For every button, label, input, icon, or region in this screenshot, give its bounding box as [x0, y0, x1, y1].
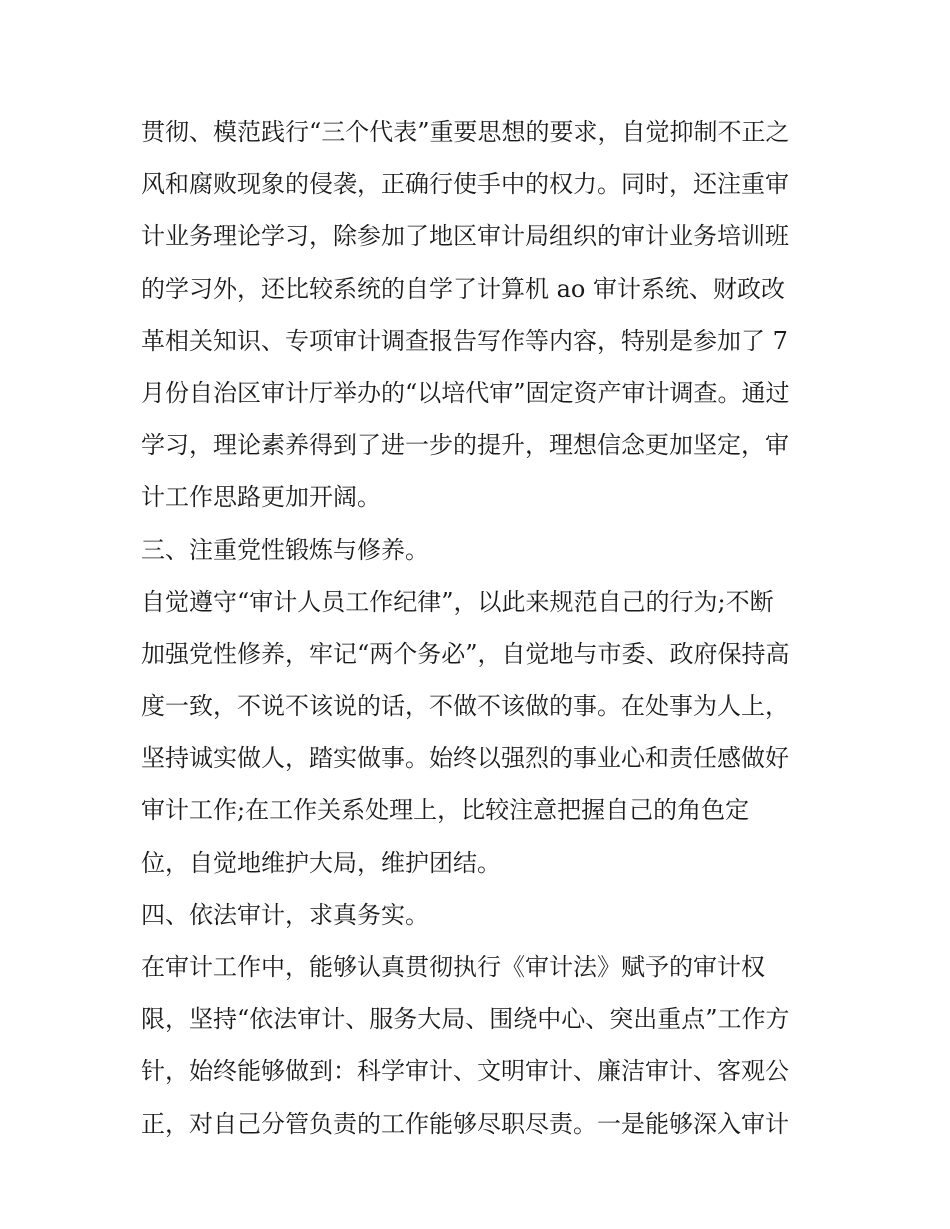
section-heading-3: 三、注重党性锻炼与修养。	[141, 535, 429, 564]
section-heading-4: 四、依法审计，求真务实。	[141, 900, 429, 929]
document-body	[141, 106, 821, 1150]
text-line: 风和腐败现象的侵袭，正确行使手中的权力。同时，还注重审	[141, 170, 789, 199]
text-line: 在审计工作中，能够认真贯彻执行《审计法》赋予的审计权	[141, 953, 765, 981]
text-line: 自觉遵守“审计人员工作纪律”，以此来规范自己的行为;不断	[141, 587, 774, 616]
text-line: 计业务理论学习，除参加了地区审计局组织的审计业务培训班	[141, 222, 789, 251]
text-line: 正，对自己分管负责的工作能够尽职尽责。一是能够深入审计	[141, 1109, 789, 1138]
text-line: 贯彻、模范践行“三个代表”重要思想的要求，自觉抑制不正之	[141, 118, 790, 146]
text-line: 加强党性修养，牢记“两个务必”，自觉地与市委、政府保持高	[141, 639, 790, 668]
text-line: 月份自治区审计厅举办的“以培代审”固定资产审计调查。通过	[141, 378, 790, 407]
text-line: 审计工作;在工作关系处理上，比较注意把握自己的角色定	[141, 796, 750, 825]
text-line: 的学习外，还比较系统的自学了计算机 ao 审计系统、财政改	[141, 274, 786, 303]
text-line: 针，始终能够做到：科学审计、文明审计、廉洁审计、客观公	[141, 1057, 789, 1086]
text-line: 度一致，不说不该说的话，不做不该做的事。在处事为人上，	[141, 692, 789, 721]
text-line: 坚持诚实做人，踏实做事。始终以强烈的事业心和责任感做好	[141, 744, 789, 773]
text-line: 限，坚持“依法审计、服务大局、围绕中心、突出重点”工作方	[141, 1005, 790, 1034]
text-line: 革相关知识、专项审计调查报告写作等内容，特别是参加了 7	[141, 326, 788, 355]
text-line: 位，自觉地维护大局，维护团结。	[141, 848, 501, 877]
text-line: 计工作思路更加开阔。	[141, 483, 381, 512]
text-line: 学习，理论素养得到了进一步的提升，理想信念更加坚定，审	[141, 431, 789, 460]
